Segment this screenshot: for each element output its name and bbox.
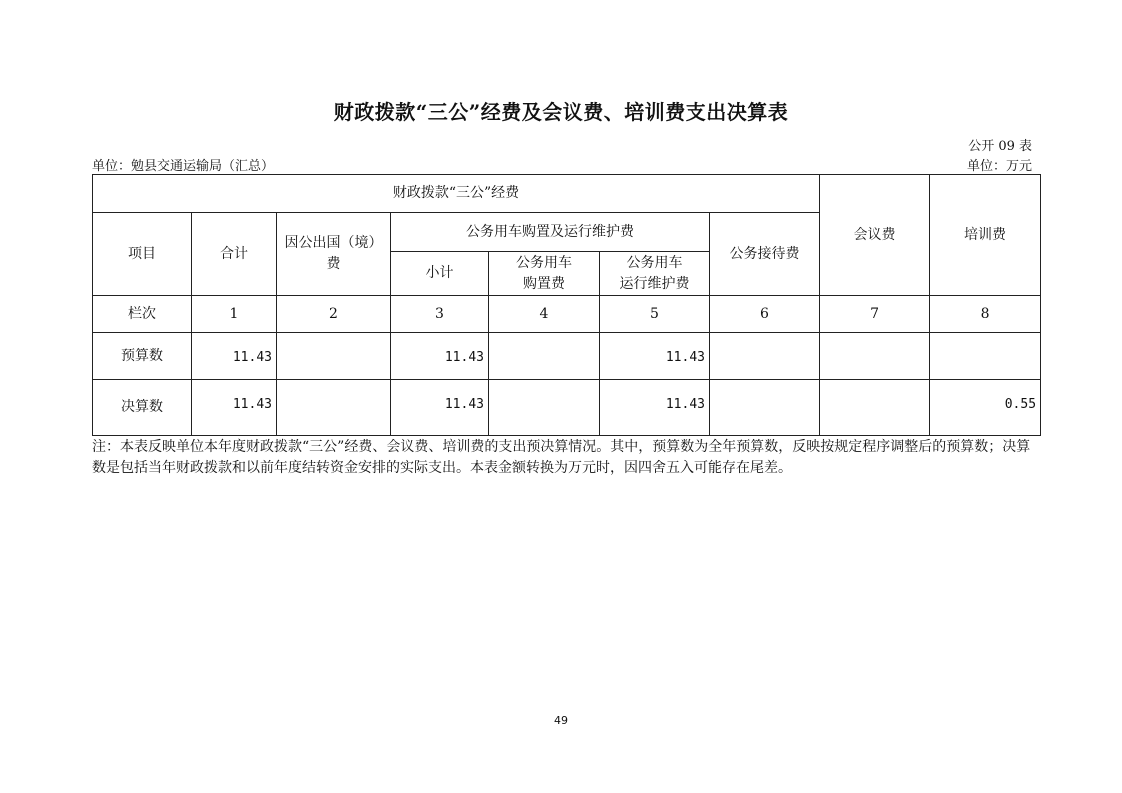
table-cell — [710, 380, 820, 436]
header-meeting: 会议费 — [820, 175, 930, 296]
column-index-cell: 1 — [192, 296, 277, 333]
header-maintenance-line2: 运行维护费 — [619, 275, 690, 292]
table-cell — [820, 380, 930, 436]
table-row-final — [93, 380, 1041, 436]
header-sangong-group: 财政拨款“三公”经费 — [93, 175, 820, 213]
column-index-label: 栏次 — [93, 296, 192, 333]
table-cell: 11.43 — [391, 380, 489, 436]
header-item: 项目 — [93, 213, 192, 296]
column-index-cell: 6 — [710, 296, 820, 333]
table-cell: 0.55 — [930, 380, 1041, 436]
expenditure-table — [92, 174, 1041, 436]
header-abroad-line1: 因公出国（境） — [284, 235, 383, 251]
row-label-budget: 预算数 — [93, 333, 192, 380]
table-cell — [489, 380, 600, 436]
header-training: 培训费 — [930, 175, 1041, 296]
header-subtotal: 小计 — [391, 252, 489, 296]
column-index-cell: 2 — [277, 296, 391, 333]
table-cell — [710, 333, 820, 380]
column-index-cell: 4 — [489, 296, 600, 333]
header-abroad-line2: 费 — [326, 256, 341, 272]
form-code: 公开 09 表 — [968, 139, 1032, 154]
unit-organization: 单位：勉县交通运输局（汇总） — [92, 159, 275, 174]
header-vehicle-purchase — [489, 252, 600, 296]
table-row-budget — [93, 333, 1041, 380]
table-cell: 11.43 — [600, 380, 710, 436]
page-title: 财政拨款“三公”经费及会议费、培训费支出决算表 — [333, 100, 789, 124]
column-index-cell: 5 — [600, 296, 710, 333]
table-cell — [820, 333, 930, 380]
header-total: 合计 — [192, 213, 277, 296]
table-cell: 11.43 — [192, 333, 277, 380]
table-cell: 11.43 — [600, 333, 710, 380]
table-cell — [277, 333, 391, 380]
header-maintenance-line1: 公务用车 — [626, 254, 683, 271]
table-cell: 11.43 — [192, 380, 277, 436]
table-cell — [489, 333, 600, 380]
row-label-final: 决算数 — [93, 380, 192, 436]
header-vehicle-group: 公务用车购置及运行维护费 — [391, 213, 710, 252]
table-cell — [930, 333, 1041, 380]
footnote: 注：本表反映单位本年度财政拨款“三公”经费、会议费、培训费的支出预决算情况。其中，预算数为全年预算数，反映按规定程序调整后的预算数；决算数是包括当年财政拨款和以前年度结转资金安排的实际支出。本表金额转换为万元时，因四舍五入可能存在尾差。 — [92, 439, 1031, 476]
column-index-cell: 7 — [820, 296, 930, 333]
header-purchase-line2: 购置费 — [523, 275, 565, 292]
header-abroad — [277, 213, 391, 296]
column-index-cell: 8 — [930, 296, 1041, 333]
column-index-cell: 3 — [391, 296, 489, 333]
unit-currency: 单位：万元 — [966, 159, 1032, 174]
table-cell: 11.43 — [391, 333, 489, 380]
table-cell — [277, 380, 391, 436]
header-vehicle-maintenance — [600, 252, 710, 296]
column-index-row — [93, 296, 1041, 333]
header-purchase-line1: 公务用车 — [516, 254, 572, 271]
header-reception: 公务接待费 — [710, 213, 820, 296]
page-number: 49 — [554, 714, 568, 727]
header-row-1 — [93, 175, 1041, 213]
